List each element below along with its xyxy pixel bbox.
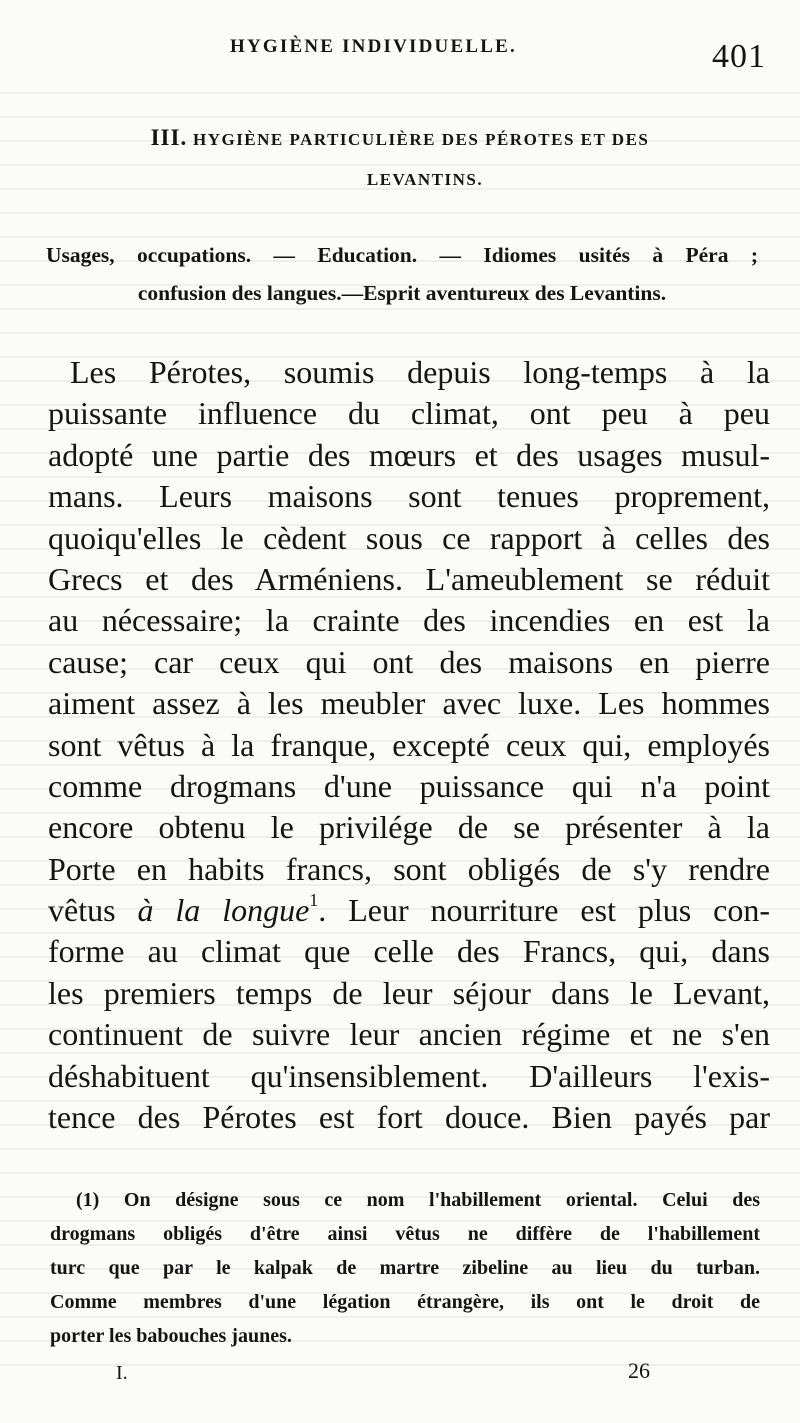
running-title: HYGIÈNE INDIVIDUELLE.: [230, 36, 517, 57]
section-heading: [0, 118, 800, 200]
body-line: aiment assez à les meubler avec luxe. Les hommes: [48, 685, 770, 722]
footnote-line: turc que par le kalpak de martre zibeline au lieu du turban.: [50, 1257, 760, 1279]
body-line: au nécessaire; la crainte des incendies en est la: [48, 602, 770, 639]
body-line: les premiers temps de leur séjour dans le Levant,: [48, 974, 770, 1011]
body-line: cause; car ceux qui ont des maisons en pierre: [48, 643, 770, 680]
body-line: Porte en habits francs, sont obligés de s'y rendre: [48, 850, 770, 887]
body-line-prefix: vêtus: [48, 892, 138, 929]
body-line: puissante influence du climat, ont peu à peu: [48, 395, 770, 432]
section-number: III.: [150, 125, 188, 150]
body-line: adopté une partie des mœurs et des usages musul-: [48, 436, 770, 473]
body-line: déshabituent qu'insensiblement. D'ailleurs l'exis-: [48, 1057, 770, 1094]
section-title-line2: LEVANTINS.: [366, 170, 484, 189]
body-line: Grecs et des Arméniens. L'ameublement se réduit: [48, 560, 770, 597]
body-paragraph: [48, 352, 770, 1138]
footnote-reference[interactable]: 1: [309, 890, 319, 911]
summary-line2: confusion des langues.—Esprit aventureux des Levantins.: [137, 281, 667, 305]
section-title-line1: HYGIÈNE PARTICULIÈRE DES PÉROTES ET DES: [192, 130, 650, 149]
body-line: Les Pérotes, soumis depuis long-temps à la: [70, 354, 770, 390]
page-number: 401: [712, 38, 766, 75]
body-line: encore obtenu le privilége de se présenter à la: [48, 809, 770, 846]
italic-phrase: à la longue: [137, 892, 310, 929]
body-line-with-note: [48, 890, 770, 931]
footnote-line: drogmans obligés d'être ainsi vêtus ne diffère de l'habillement: [50, 1223, 760, 1245]
body-line-suffix: . Leur nourriture est plus con-: [318, 892, 771, 929]
body-line: comme drogmans d'une puissance qui n'a point: [48, 767, 770, 804]
summary-line1: Usages, occupations. — Education. — Idiomes usités à Péra ;: [46, 243, 758, 267]
body-line: tence des Pérotes est fort douce. Bien payés par: [48, 1099, 770, 1136]
body-line: continuent de suivre leur ancien régime et ne s'en: [48, 1016, 770, 1053]
footnote-line: Comme membres d'une légation étrangère, ils ont le droit de: [50, 1291, 760, 1313]
section-summary: [46, 236, 758, 312]
body-line: forme au climat que celle des Francs, qui, dans: [48, 933, 770, 970]
footnote-line: porter les babouches jaunes.: [50, 1325, 292, 1347]
signature-mark: I.: [116, 1362, 128, 1384]
footnote: [50, 1183, 760, 1353]
sheet-number: 26: [628, 1358, 650, 1383]
footnote-line: (1) On désigne sous ce nom l'habillement oriental. Celui des: [76, 1189, 760, 1211]
body-line: mans. Leurs maisons sont tenues proprement,: [48, 478, 770, 515]
body-line: quoiqu'elles le cèdent sous ce rapport à celles des: [48, 519, 770, 556]
body-line: sont vêtus à la franque, excepté ceux qui, employés: [48, 726, 770, 763]
